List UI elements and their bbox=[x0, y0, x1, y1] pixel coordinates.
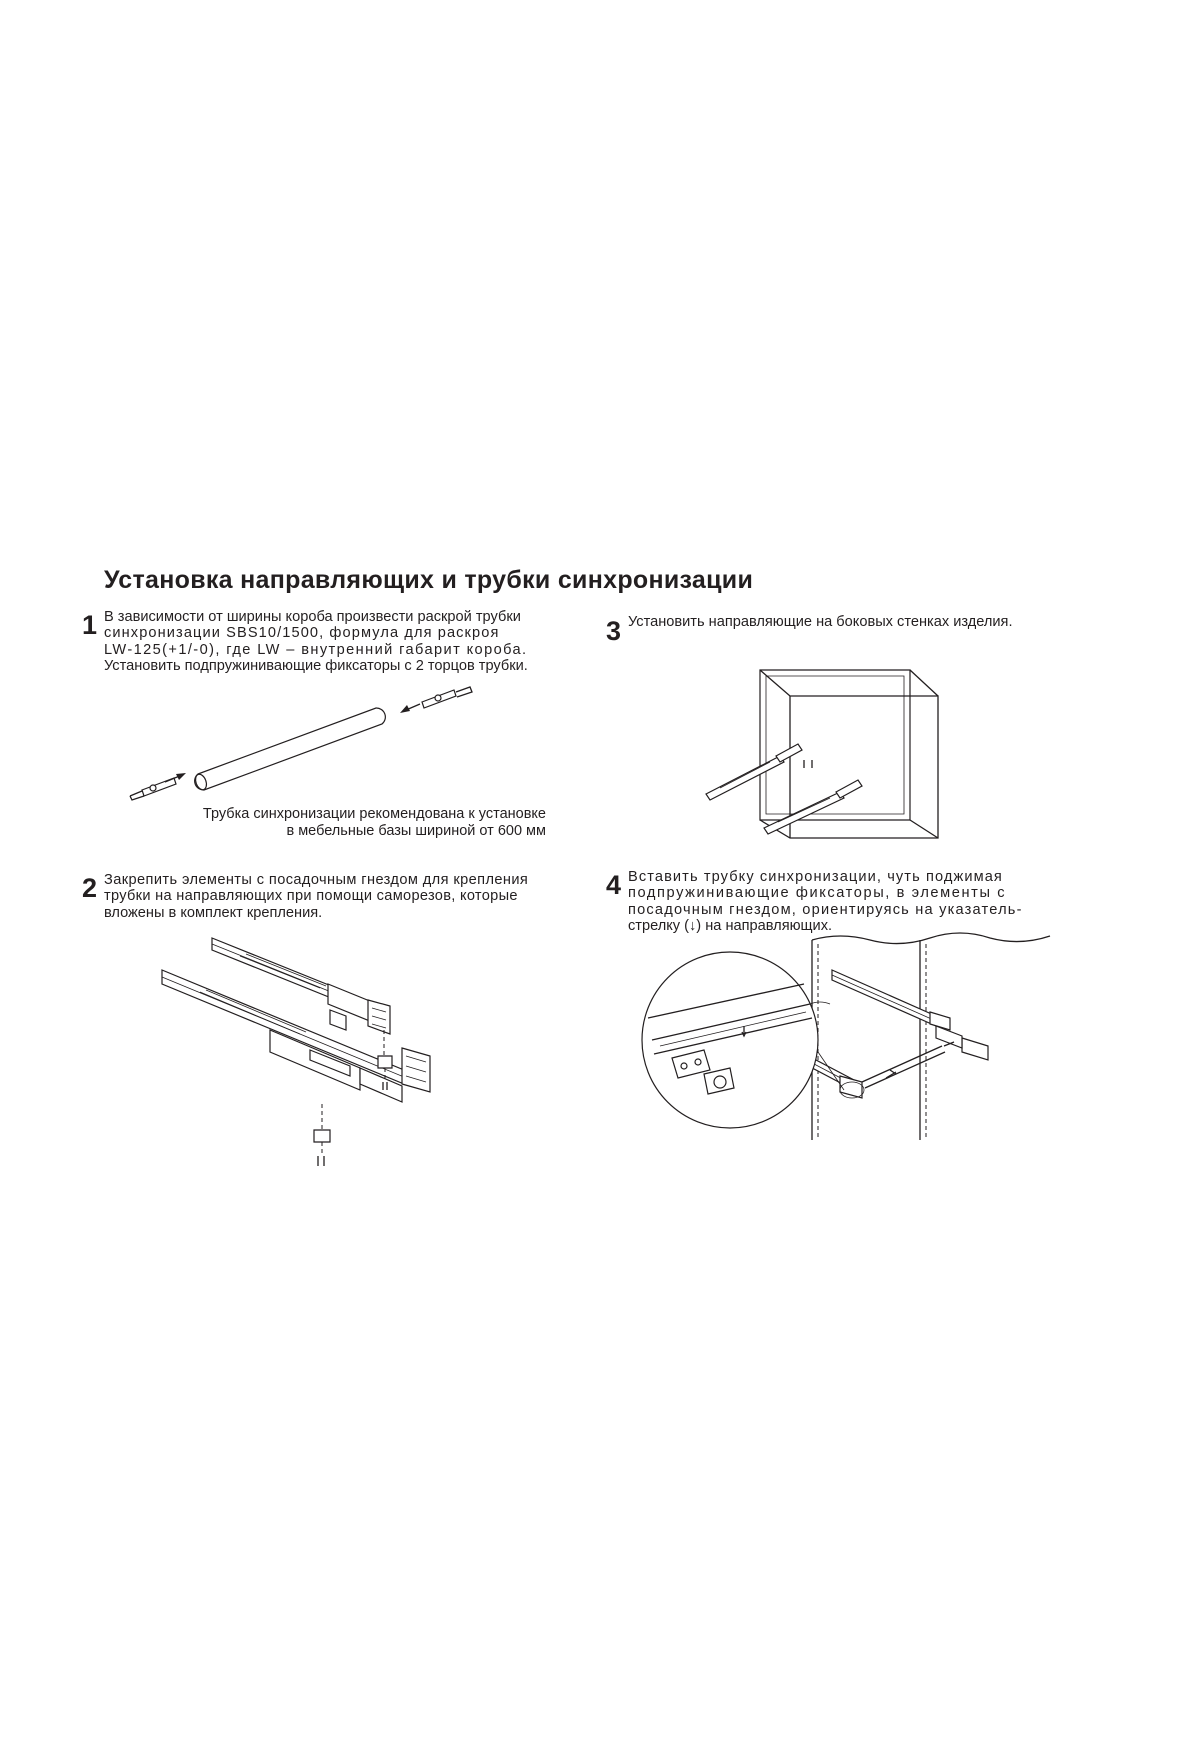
sync-tube-with-latches-illustration bbox=[120, 672, 500, 812]
sync-tube-insertion-detail-illustration bbox=[600, 930, 1070, 1150]
page-title: Установка направляющих и трубки синхронизации bbox=[104, 566, 754, 594]
step-2-number: 2 bbox=[82, 873, 98, 903]
step-4-text bbox=[628, 869, 1028, 934]
step-3-number: 3 bbox=[606, 616, 622, 646]
step-4-line: подпружинивающие фиксаторы, в элементы с bbox=[628, 885, 1007, 902]
step-2-line: вложены в комплект крепления. bbox=[104, 904, 323, 921]
step-2-text bbox=[104, 872, 544, 921]
step-2-line: трубки на направляющих при помощи саморезов, которые bbox=[104, 888, 518, 905]
step-1-line: LW-125(+1/-0), где LW – внутренний габарит короба. bbox=[104, 641, 528, 658]
cabinet-with-runners-illustration bbox=[690, 660, 950, 840]
step-1-line: Установить подпружинивающие фиксаторы с 2 торцов трубки. bbox=[104, 657, 528, 674]
step-1-line: синхронизации SBS10/1500, формула для раскроя bbox=[104, 625, 500, 642]
step-2-line: Закрепить элементы с посадочным гнездом для крепления bbox=[104, 872, 529, 888]
step-4-line: стрелку (↓) на направляющих. bbox=[628, 917, 833, 934]
step-3-line: Установить направляющие на боковых стенках изделия. bbox=[628, 614, 1013, 630]
step-4-number: 4 bbox=[606, 870, 622, 900]
note-line: Трубка синхронизации рекомендована к установке bbox=[202, 806, 546, 822]
step-1-number: 1 bbox=[82, 610, 98, 640]
step-1-line: В зависимости от ширины короба произвести раскрой трубки bbox=[104, 609, 521, 625]
note-line: в мебельные базы шириной от 600 мм bbox=[286, 823, 546, 839]
step-3-text bbox=[628, 614, 1048, 630]
step-4-line: посадочным гнездом, ориентируясь на указатель- bbox=[628, 901, 1023, 918]
drawer-runners-with-sockets-illustration bbox=[150, 930, 510, 1190]
step-4-line: Вставить трубку синхронизации, чуть поджимая bbox=[628, 869, 1003, 885]
step-1-text bbox=[104, 609, 544, 674]
tube-recommendation-note bbox=[186, 806, 546, 840]
